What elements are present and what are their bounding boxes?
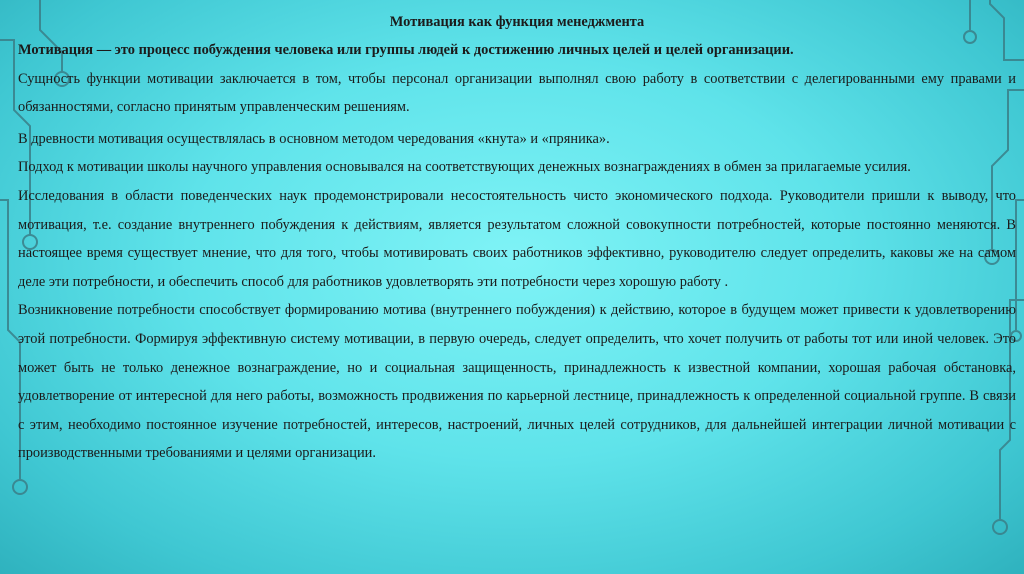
history-paragraph: В древности мотивация осуществлялась в основном методом чередования «кнута» и «пряника». (18, 130, 610, 147)
circuit-node (13, 480, 27, 494)
behavioral-research-paragraph: Исследования в области поведенческих наук продемонстрировали несостоятельность чисто экономического подхода. Руководители пришли к выводу, что мотивация, т.е. создание внутреннего побуждения к действиям, является результатом сложной совокупности потребностей, которые постоянно меняются. В настоящее время существует мнение, что для того, чтобы мотивировать своих работников эффективно, руководителю следует определить, каковы же на самом деле эти потребности, и обеспечить способ для работников удовлетворять эти потребности через хорошую работу . (18, 187, 1016, 290)
circuit-line-left-2 (0, 200, 20, 480)
needs-paragraph: Возникновение потребности способствует формированию мотива (внутреннего побуждения) к действию, которое в будущем может привести к удовлетворению этой потребности. Формируя эффективную систему мотивации, в первую очередь, следует определить, что хочет получить от работы тот или иной человек. Это может быть не только денежное вознаграждение, но и социальная защищенность, принадлежность к известной компании, хорошая рабочая обстановка, удовлетворение от интересной для него работы, возможность продвижения по карьерной лестнице, принадлежность к определенной социальной группе. В связи с этим, необходимо постоянное изучение потребностей, интересов, настроений, личных целей сотрудников, для дальнейшей интеграции личной мотивации с производственными требованиями и целями организации. (18, 302, 1016, 462)
definition-paragraph: Мотивация — это процесс побуждения человека или группы людей к достижению личных целей и целей организации. (18, 42, 794, 58)
essence-paragraph: Сущность функции мотивации заключается в том, чтобы персонал организации выполнял свою работу в соответствии с делегированными ему правами и обязанностями, согласно принятым управленческим решениям. (18, 70, 1016, 116)
circuit-line-right-5 (1016, 200, 1024, 330)
slide-content (18, 8, 1016, 468)
slide-title: Мотивация как функция менеджмента (389, 14, 645, 30)
scientific-management-paragraph: Подход к мотивации школы научного управления основывался на соответствующих денежных вознаграждениях в обмен за прилагаемые усилия. (18, 159, 911, 176)
circuit-node (993, 520, 1007, 534)
